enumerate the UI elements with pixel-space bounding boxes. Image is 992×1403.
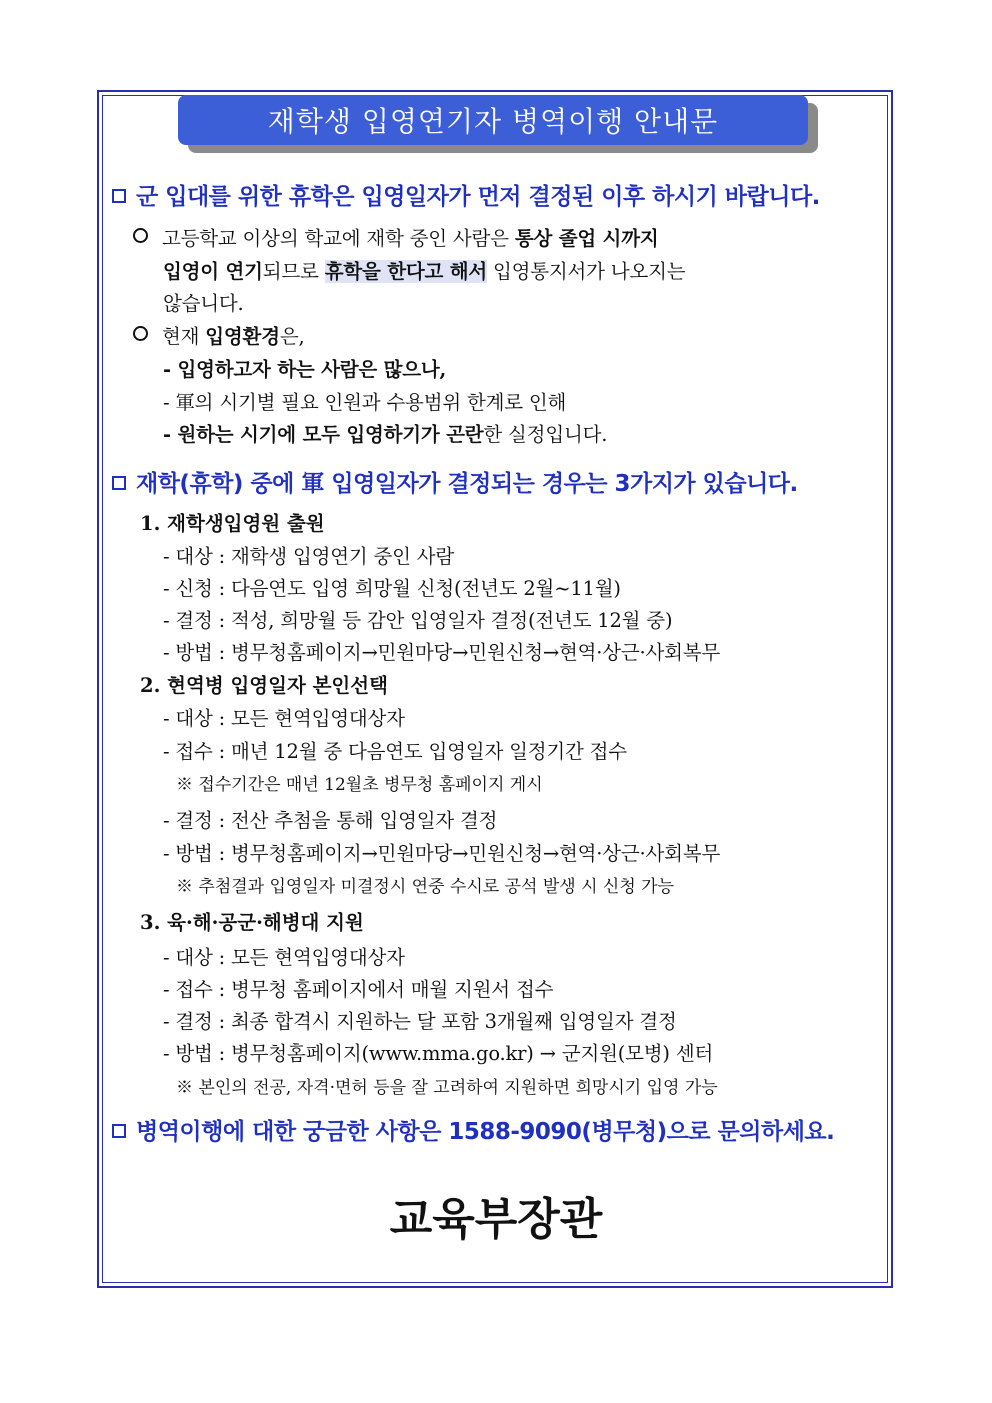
case-3-note-1: ※ 본인의 전공, 자격·면허 등을 잘 고려하여 지원하면 희망시기 입영 가능 (176, 1078, 718, 1098)
case-3-title: 3. 육·해·공군·해병대 지원 (140, 911, 364, 934)
s1-list-item-3: - 원하는 시기에 모두 입영하기가 곤란한 실정입니다. (163, 423, 608, 446)
case-2-note-2: ※ 추첨결과 입영일자 미결정시 연중 수시로 공석 발생 시 신청 가능 (176, 877, 675, 897)
circle-bullet-icon (133, 326, 148, 341)
s1-paragraph-1-line-3: 않습니다. (163, 292, 244, 315)
s1-list-item-2: - 軍의 시기별 필요 인원과 수용범위 한계로 인해 (163, 391, 567, 414)
s1-paragraph-1-line-2: 입영이 연기되므로 휴학을 한다고 해서 입영통지서가 나오지는 (163, 260, 686, 283)
checkbox-square-icon (112, 189, 126, 203)
checkbox-square-icon (112, 1124, 126, 1138)
case-2-note-1: ※ 접수기간은 매년 12월초 병무청 홈페이지 게시 (176, 775, 543, 795)
case-1-line-3: - 결정 : 적성, 희망월 등 감안 입영일자 결정(전년도 12월 중) (163, 609, 673, 632)
case-2-line-1: - 대상 : 모든 현역입영대상자 (163, 707, 405, 730)
section-2-header: 재학(휴학) 중에 軍 입영일자가 결정되는 경우는 3가지가 있습니다. (112, 465, 798, 498)
case-2-line-4: - 방법 : 병무청홈페이지→민원마당→민원신청→현역·상근·사회복무 (163, 842, 721, 865)
s1-paragraph-2: 현재 입영환경은, (133, 321, 304, 349)
case-3-line-4: - 방법 : 병무청홈페이지(www.mma.go.kr) → 군지원(모병) 센터 (163, 1042, 714, 1065)
case-3-line-1: - 대상 : 모든 현역입영대상자 (163, 946, 405, 969)
s1-list-item-1: - 입영하고자 하는 사람은 많으나, (163, 358, 447, 381)
case-2-title: 2. 현역병 입영일자 본인선택 (140, 674, 388, 697)
case-1-title: 1. 재학생입영원 출원 (140, 512, 325, 535)
checkbox-square-icon (112, 476, 126, 490)
case-1-line-2: - 신청 : 다음연도 입영 희망월 신청(전년도 2월~11월) (163, 577, 621, 600)
case-1-line-1: - 대상 : 재학생 입영연기 중인 사람 (163, 545, 455, 568)
page-title: 재학생 입영연기자 병역이행 안내문 (178, 95, 808, 145)
case-3-line-2: - 접수 : 병무청 홈페이지에서 매월 지원서 접수 (163, 978, 554, 1001)
s1-paragraph-1-line-1: 고등학교 이상의 학교에 재학 중인 사람은 통상 졸업 시까지 (133, 223, 658, 251)
case-1-line-4: - 방법 : 병무청홈페이지→민원마당→민원신청→현역·상근·사회복무 (163, 641, 721, 664)
case-3-line-3: - 결정 : 최종 합격시 지원하는 달 포함 3개월째 입영일자 결정 (163, 1010, 677, 1033)
section-3-header: 병역이행에 대한 궁금한 사항은 1588-9090(병무청)으로 문의하세요. (112, 1113, 834, 1146)
case-2-line-2: - 접수 : 매년 12월 중 다음연도 입영일자 일정기간 접수 (163, 740, 627, 763)
signature-minister: 교육부장관 (389, 1194, 603, 1245)
circle-bullet-icon (133, 228, 148, 243)
case-2-line-3: - 결정 : 전산 추첨을 통해 입영일자 결정 (163, 809, 498, 832)
section-1-header: 군 입대를 위한 휴학은 입영일자가 먼저 결정된 이후 하시기 바랍니다. (112, 178, 820, 211)
